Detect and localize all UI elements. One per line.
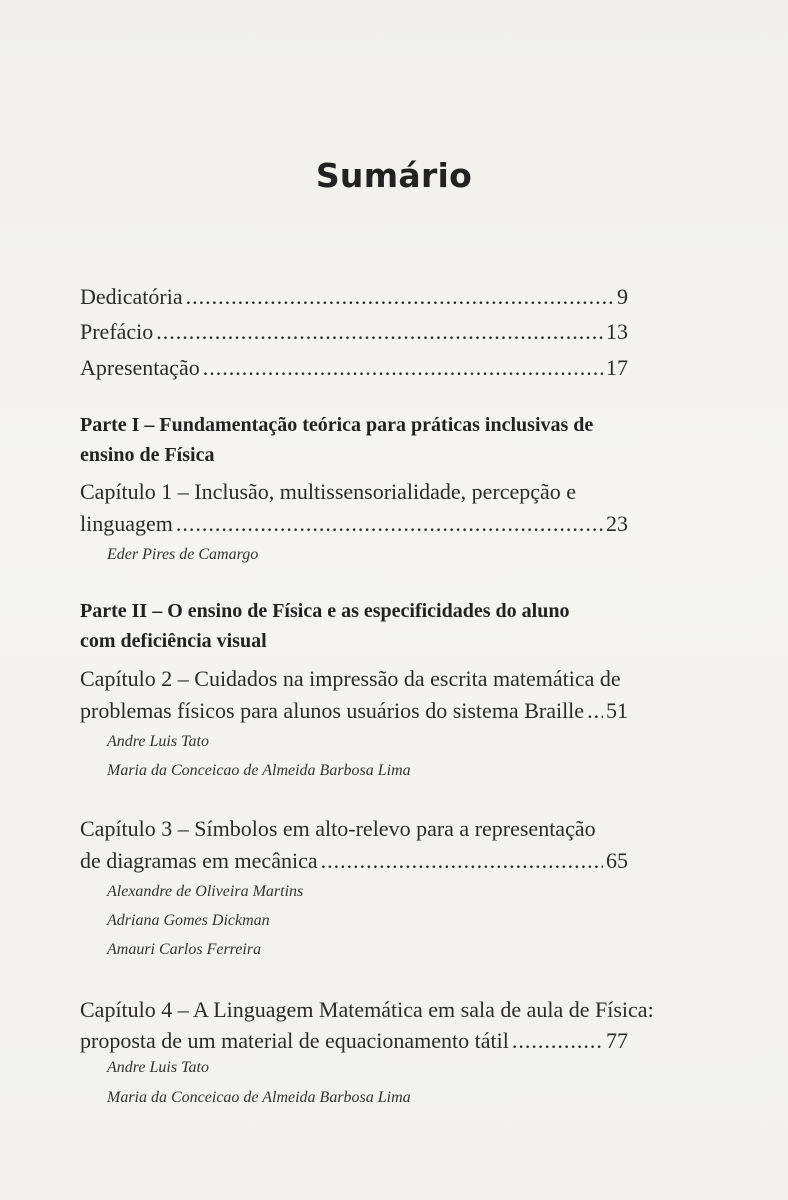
toc-entry-page: 65 [606,848,628,873]
chapter-author: Adriana Gomes Dickman [107,912,270,929]
dot-leader [587,698,603,724]
chapter-author: Amauri Carlos Ferreira [107,941,262,958]
chapter-title-line: proposta de um material de equacionamento tátil [80,1028,509,1053]
toc-entry-chapter-3 [80,848,628,874]
toc-entry-page: 77 [606,1028,628,1053]
toc-entry-prefacio [80,319,628,345]
toc-entry-chapter-4 [80,1028,628,1054]
chapter-author: Maria da Conceicao de Almeida Barbosa Lima [107,1089,411,1106]
toc-entry-label: Prefácio [80,319,154,344]
part-heading-line: Parte II – O ensino de Física e as especificidades do aluno [80,600,570,622]
chapter-author: Alexandre de Oliveira Martins [107,883,304,900]
chapter-author: Maria da Conceicao de Almeida Barbosa Lima [107,762,411,779]
toc-entry-page: 17 [606,355,628,380]
dot-leader [321,848,603,874]
dot-leader [186,284,614,310]
chapter-title-line: Capítulo 1 – Inclusão, multissensorialidade, percepção e [80,479,577,504]
chapter-author: Eder Pires de Camargo [107,546,259,563]
toc-entry-chapter-2 [80,698,628,724]
dot-leader [176,511,603,537]
toc-entry-page: 23 [606,511,628,536]
toc-entry-label: Apresentação [80,355,200,380]
chapter-title-line: linguagem [80,511,173,536]
chapter-title-line: Capítulo 3 – Símbolos em alto-relevo para a representação [80,816,596,841]
toc-entry-label: Dedicatória [80,284,183,309]
chapter-author: Andre Luis Tato [107,733,209,750]
page-title: Sumário [315,156,473,195]
chapter-title-line: problemas físicos para alunos usuários do sistema Braille [80,698,585,723]
toc-entry-page: 9 [617,284,628,309]
chapter-title-line: Capítulo 4 – A Linguagem Matemática em sala de aula de Física: [80,997,654,1022]
part-heading-line: ensino de Física [80,444,215,466]
chapter-author: Andre Luis Tato [107,1059,209,1076]
dot-leader [203,355,603,381]
toc-entry-dedicatoria [80,284,628,310]
dot-leader [156,319,603,345]
toc-entry-page: 13 [606,319,628,344]
chapter-title-line: de diagramas em mecânica [80,848,318,873]
chapter-title-line: Capítulo 2 – Cuidados na impressão da escrita matemática de [80,666,621,691]
toc-entry-chapter-1 [80,511,628,537]
dot-leader [512,1028,603,1054]
toc-entry-page: 51 [606,698,628,723]
part-heading-line: Parte I – Fundamentação teórica para práticas inclusivas de [80,414,594,436]
part-heading-line: com deficiência visual [80,630,267,652]
toc-entry-apresentacao [80,355,628,381]
